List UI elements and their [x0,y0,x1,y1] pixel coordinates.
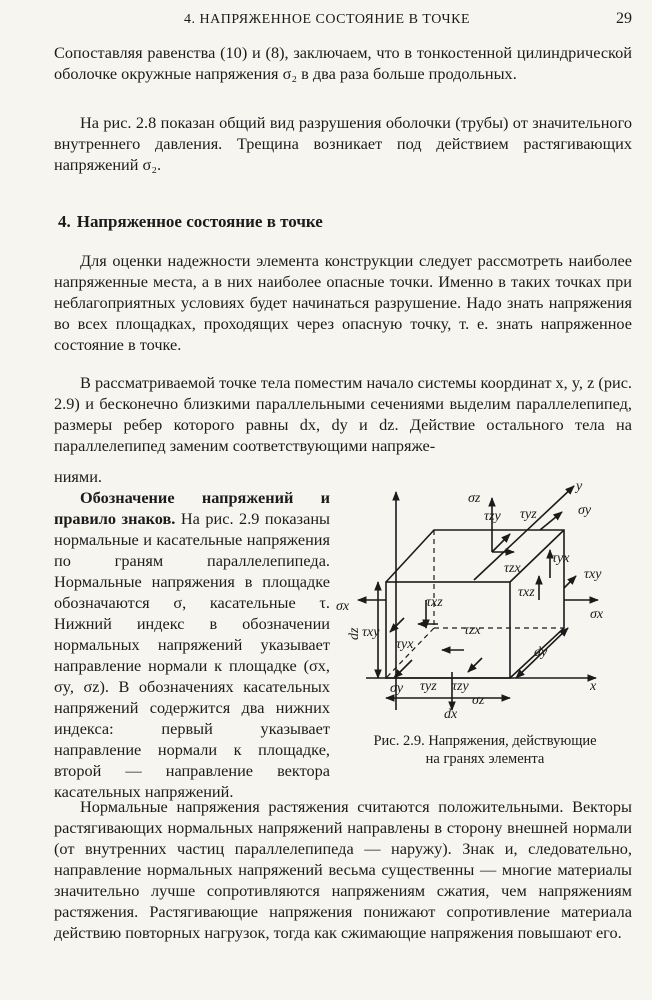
label-dx: dx [444,707,458,722]
label-sigma-z-top: σz [468,491,481,506]
label-tau-yx-left: τyx [396,637,414,652]
label-sigma-y-right: σy [578,503,592,518]
label-axis-y: y [576,479,583,494]
tau-zy-bottom-arrow [468,658,482,672]
body-paragraph-1: Для оценки надежности элемента конструкции следует рассмотреть наиболее напряженные места, а в них наиболее опасные точки. Именно в таких точках при неблагоприятных условиях будет начинаться разрушение. Надо знать напряжения во всех площадках, проходящих через опасную точку, т. е. знать напряженное состояние в точке. [54,251,632,354]
label-tau-zx-bottom: τzx [464,623,481,638]
label-tau-xy-left: τxy [362,625,380,640]
label-tau-yz-bottom: τyz [420,679,437,694]
label-sigma-x-left: σx [336,599,350,614]
caption-line-2: на гранях элемента [425,751,545,767]
label-tau-yx: τyx [552,551,570,566]
bold-lead: Обозначение напряжений и правило знаков. [54,488,330,528]
label-sigma-x-right: σx [590,607,604,622]
label-tau-xz-left: τxz [426,595,443,610]
final-paragraph: Нормальные напряжения растяжения считаются положительными. Векторы растягивающих нормальных напряжений направлены в сторону внешней нормали (от внутренних частиц параллелепипеда — наружу). Знак и, следовательно, направление нормальных напряжений весьма существенны — многие материалы значительно лучше сопротивляются напряжениям сжатия, чем напряжениям растяжения. Растягивающие напряжения понижают сопротивление материала действию повторных нагрузок, тогда как сжимающие напряжения повышают его. [54,797,632,942]
label-dz: dz [347,627,362,640]
label-axis-x: x [590,679,597,694]
label-dy: dy [534,645,548,660]
wrap-paragraph [54,466,330,802]
label-tau-yz-top: τyz [520,507,537,522]
label-tau-zy: τzy [484,509,501,524]
front-face [386,582,510,678]
body-paragraph-2: В рассматриваемой точке тела поместим начало системы координат x, y, z (рис. 2.9) и бесконечно близкими параллельными сечениями выделим параллелепипед, размеры ребер которого равны dx, dy и dz. Действие остального тела на параллелепипед заменим соответствующими напряже- [54,373,632,455]
label-tau-zy-bottom: τzy [452,679,469,694]
running-title: 4. НАПРЯЖЕННОЕ СОСТОЯНИЕ В ТОЧКЕ [184,12,471,27]
page-number: 29 [616,10,632,27]
wrap-continuation: ниями. [54,467,103,486]
figure-caption [340,732,630,768]
caption-line-1: Рис. 2.9. Напряжения, действующие [373,733,597,749]
running-header [54,10,632,32]
label-sigma-y-bottom: σy [390,681,404,696]
intro-paragraph-1: Сопоставляя равенства (10) и (8), заключаем, что в тонкостенной цилиндрической оболочке окружные напряжения σ₂ в два раза больше продольных. [54,43,632,83]
section-number: 4. [58,212,71,231]
wrap-text: На рис. 2.9 показаны нормальные и касательные напряжения по граням параллелепипеда. Нормальные напряжения в площадке обозначаются σ, касательные τ. Нижний индекс в обозначении нормальных напряжений указывает направление нормали к площадке (σx, σy, σz). В обозначениях касательных напряжений содержится два нижних индекса: первый указывает направление нормали к площадке, второй — направление вектора касательных напряжений. [54,509,330,801]
label-sigma-z-bottom: σz [472,693,485,708]
intro-paragraph-2: На рис. 2.8 показан общий вид разрушения оболочки (трубы) от значительного внутреннего давления. Трещина возникает под действием растягивающих напряжений σ₂. [54,113,632,174]
section-title: Напряженное состояние в точке [76,212,323,231]
tau-xy-left-arrow [390,618,404,632]
label-tau-xz-right: τxz [518,585,535,600]
label-tau-zx-top: τzx [504,561,521,576]
element-stress-diagram [334,478,634,728]
section-heading [58,212,323,232]
label-tau-xy-right: τxy [584,567,602,582]
tau-xy-right-arrow [564,576,576,588]
